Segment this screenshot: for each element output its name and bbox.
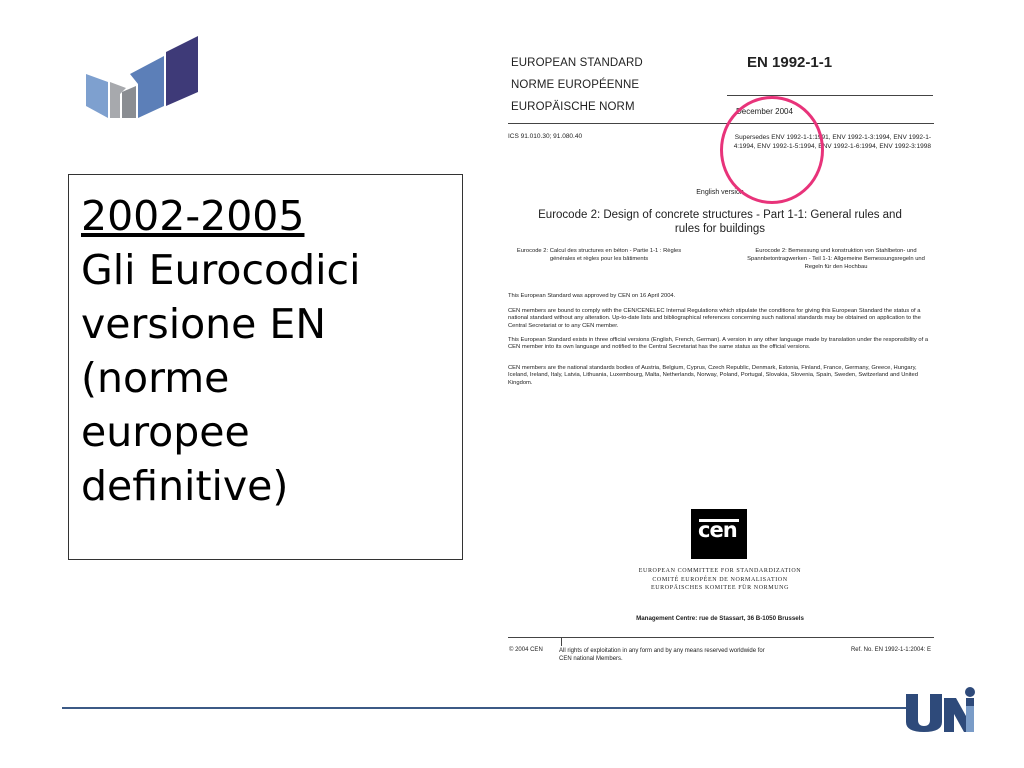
header-en: EUROPEAN STANDARD [511, 57, 643, 69]
cen-logo-text: cen [698, 518, 737, 542]
text-line: Gli Eurocodici [81, 246, 361, 294]
copyright: © 2004 CEN [509, 647, 543, 653]
approval-note: This European Standard was approved by CEN on 16 April 2004. [508, 293, 676, 299]
divider [561, 638, 562, 646]
text-line: definitive) [81, 462, 289, 510]
paragraph: CEN members are bound to comply with the CEN/CENELEC Internal Regulations which stipulate the conditions for giving this European Standard the status of a national standard without any alteration. Up-to-date lists and bibliographical references concerning such national standards may be obtained on application to the Central Secretariat or to any CEN member. [508, 308, 921, 329]
standard-number: EN 1992-1-1 [747, 54, 833, 71]
footer-rule [62, 707, 910, 709]
text-line: (norme [81, 354, 230, 402]
english-version-label: English version [696, 189, 744, 196]
committee-names [505, 567, 935, 593]
ics-codes: ICS 91.010.30; 91.080.40 [508, 133, 583, 140]
header-de: EUROPÄISCHE NORM [511, 101, 635, 113]
committee-name: EUROPÄISCHES KOMITEE FÜR NORMUNG [650, 585, 790, 592]
management-centre: Management Centre: rue de Stassart, 36 B-1050 Brussels [636, 615, 804, 622]
paragraph: This European Standard exists in three official versions (English, French, German). A version in any other language made by translation under the responsibility of a CEN member into its own language and notified to the Central Secretariat has the same status as the official versions. [508, 337, 929, 351]
divider [727, 95, 933, 96]
year-range: 2002-2005 [81, 192, 305, 240]
paragraph: CEN members are the national standards bodies of Austria, Belgium, Cyprus, Czech Republic, Denmark, Estonia, Finland, France, Germany, Greece, Hungary, Iceland, Ireland, Italy, Latvia, Lithuania, Luxembourg, Malta, Netherlands, Norway, Poland, Portugal, Slovakia, Slovenia, Spain, Sweden, Switzerland and United Kingdom. [508, 365, 918, 386]
header-fr: NORME EUROPÉENNE [511, 79, 640, 91]
slide-text-box [68, 174, 463, 560]
divider [508, 123, 934, 124]
committee-name: EUROPEAN COMMITTEE FOR STANDARDIZATION [638, 568, 802, 574]
supersedes-note: Supersedes ENV 1992-1-1:1991, ENV 1992-1-3:1994, ENV 1992-1-4:1994, ENV 1992-1-5:1994, ENV 1992-1-6:1994, ENV 1992-3:1998 [733, 134, 931, 150]
cen-logo [691, 509, 747, 559]
text-line: versione EN [81, 300, 326, 348]
reference-number: Ref. No. EN 1992-1-1:2004: E [850, 647, 931, 653]
uni-logo [902, 684, 982, 734]
committee-name: COMITÉ EUROPÉEN DE NORMALISATION [652, 576, 788, 583]
divider [508, 637, 934, 638]
highlight-circle [720, 96, 824, 204]
rights-note: All rights of exploitation in any form and by any means reserved worldwide for CEN national Members. [559, 648, 765, 662]
document-title: Eurocode 2: Design of concrete structures - Part 1-1: General rules and rules for buildings [538, 209, 902, 235]
publication-date: December 2004 [736, 107, 793, 116]
title-french: Eurocode 2: Calcul des structures en béton - Partie 1-1 : Règles générales et règles pour les bâtiments [516, 248, 682, 262]
title-german: Eurocode 2: Bemessung und konstruktion von Stahlbeton- und Spannbetontragwerken - Teil 1-1: Allgemeine Bemessungsregeln und Regeln für den Hochbau [747, 248, 925, 270]
company-logo [80, 34, 200, 120]
text-line: europee [81, 408, 250, 456]
